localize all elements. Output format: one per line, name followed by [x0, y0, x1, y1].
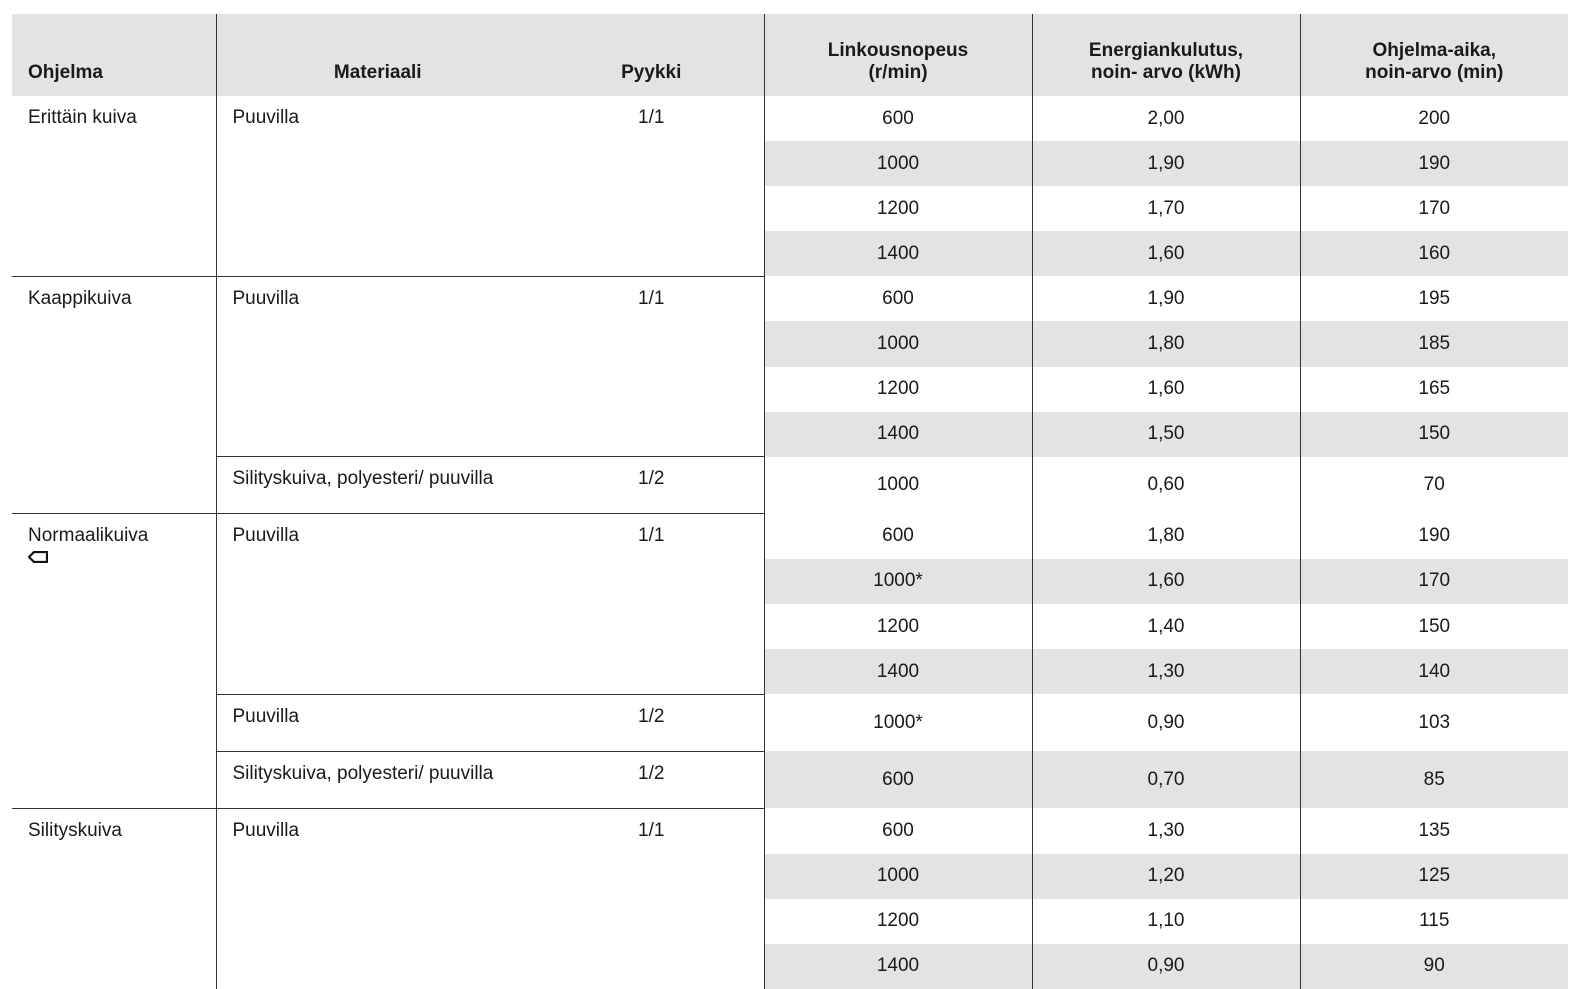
- speed-cell: 1200: [764, 604, 1032, 649]
- time-cell: 85: [1300, 751, 1568, 808]
- material-cell: Silityskuiva, polyesteri/ puuvilla: [216, 457, 539, 514]
- speed-cell: 1400: [764, 649, 1032, 694]
- header-materiaali: Materiaali: [216, 14, 539, 96]
- energy-cell: 2,00: [1032, 96, 1300, 141]
- load-cell: 1/1: [638, 819, 665, 841]
- time-cell: 170: [1300, 186, 1568, 231]
- table-row: [12, 514, 1568, 559]
- time-cell: 150: [1300, 604, 1568, 649]
- energy-cell: 1,10: [1032, 899, 1300, 944]
- material-cell: Puuvilla: [216, 514, 539, 694]
- speed-cell: 1000*: [764, 694, 1032, 751]
- program-label: Normaalikuiva: [28, 525, 149, 547]
- header-linkousnopeus-line1: Linkousnopeus: [827, 40, 969, 61]
- energy-cell: 0,70: [1032, 751, 1300, 808]
- load-cell: 1/1: [539, 96, 764, 276]
- table-row: [12, 808, 1568, 853]
- tag-outline-icon: [28, 551, 48, 563]
- header-ohjelma-aika-line1: Ohjelma-aika,: [1372, 40, 1497, 61]
- speed-cell: 1000: [764, 321, 1032, 366]
- header-energiankulutus-line1: Energiankulutus,: [1088, 40, 1244, 61]
- speed-cell: 1200: [764, 186, 1032, 231]
- energy-cell: 0,90: [1032, 944, 1300, 989]
- time-cell: 140: [1300, 649, 1568, 694]
- table-row: [12, 694, 1568, 751]
- time-cell: 190: [1300, 514, 1568, 559]
- speed-cell: 1000: [764, 854, 1032, 899]
- energy-cell: 1,60: [1032, 231, 1300, 276]
- speed-cell: 1000: [764, 141, 1032, 186]
- speed-cell: 600: [764, 751, 1032, 808]
- header-ohjelma: Ohjelma: [12, 14, 216, 96]
- material-cell: Puuvilla: [216, 808, 539, 988]
- energy-cell: 1,90: [1032, 141, 1300, 186]
- time-cell: 190: [1300, 141, 1568, 186]
- material-cell: Silityskuiva, polyesteri/ puuvilla: [216, 751, 539, 808]
- load-cell: 1/2: [539, 457, 764, 514]
- energy-cell: 1,90: [1032, 276, 1300, 321]
- load-cell: 1/2: [539, 694, 764, 751]
- header-ohjelma-aika: [1300, 14, 1568, 96]
- material-cell: Puuvilla: [216, 276, 539, 456]
- speed-cell: 1400: [764, 944, 1032, 989]
- energy-cell: 1,30: [1032, 649, 1300, 694]
- energy-cell: 1,40: [1032, 604, 1300, 649]
- speed-cell: 600: [764, 96, 1032, 141]
- speed-cell: 1200: [764, 899, 1032, 944]
- speed-cell: 1000: [764, 457, 1032, 514]
- header-energiankulutus: [1032, 14, 1300, 96]
- energy-cell: 0,60: [1032, 457, 1300, 514]
- table-row: [12, 96, 1568, 141]
- header-ohjelma-aika-line2: noin-arvo (min): [1365, 62, 1504, 83]
- time-cell: 165: [1300, 367, 1568, 412]
- header-pyykki: Pyykki: [539, 14, 764, 96]
- load-cell: 1/2: [539, 751, 764, 808]
- time-cell: 185: [1300, 321, 1568, 366]
- time-cell: 150: [1300, 412, 1568, 457]
- time-cell: 160: [1300, 231, 1568, 276]
- material-cell: Puuvilla: [216, 96, 539, 276]
- program-cell: Kaappikuiva: [12, 276, 216, 513]
- table-row: [12, 276, 1568, 321]
- energy-cell: 1,30: [1032, 808, 1300, 853]
- energy-cell: 1,80: [1032, 514, 1300, 559]
- energy-cell: 1,60: [1032, 559, 1300, 604]
- time-cell: 135: [1300, 808, 1568, 853]
- table-row: [12, 457, 1568, 514]
- energy-cell: 1,20: [1032, 854, 1300, 899]
- time-cell: 200: [1300, 96, 1568, 141]
- material-cell: Puuvilla: [216, 694, 539, 751]
- header-linkousnopeus-line2: (r/min): [868, 62, 928, 83]
- speed-cell: 600: [764, 514, 1032, 559]
- time-cell: 70: [1300, 457, 1568, 514]
- energy-cell: 1,70: [1032, 186, 1300, 231]
- program-cell: Silityskuiva: [28, 819, 122, 841]
- header-energiankulutus-line2: noin- arvo (kWh): [1091, 62, 1241, 83]
- program-cell: [12, 514, 216, 809]
- time-cell: 170: [1300, 559, 1568, 604]
- speed-cell: 1000*: [764, 559, 1032, 604]
- program-cell: Erittäin kuiva: [12, 96, 216, 276]
- energy-cell: 1,60: [1032, 367, 1300, 412]
- speed-cell: 600: [764, 276, 1032, 321]
- load-cell: 1/1: [539, 514, 764, 694]
- energy-cell: 0,90: [1032, 694, 1300, 751]
- time-cell: 90: [1300, 944, 1568, 989]
- load-cell: 1/1: [539, 276, 764, 456]
- speed-cell: 600: [764, 808, 1032, 853]
- header-row: [12, 14, 1568, 96]
- time-cell: 125: [1300, 854, 1568, 899]
- energy-cell: 1,80: [1032, 321, 1300, 366]
- speed-cell: 1400: [764, 412, 1032, 457]
- table-row: [12, 751, 1568, 808]
- drying-programs-table: [12, 14, 1568, 989]
- time-cell: 195: [1300, 276, 1568, 321]
- time-cell: 115: [1300, 899, 1568, 944]
- speed-cell: 1200: [764, 367, 1032, 412]
- header-linkousnopeus: [764, 14, 1032, 96]
- time-cell: 103: [1300, 694, 1568, 751]
- energy-cell: 1,50: [1032, 412, 1300, 457]
- speed-cell: 1400: [764, 231, 1032, 276]
